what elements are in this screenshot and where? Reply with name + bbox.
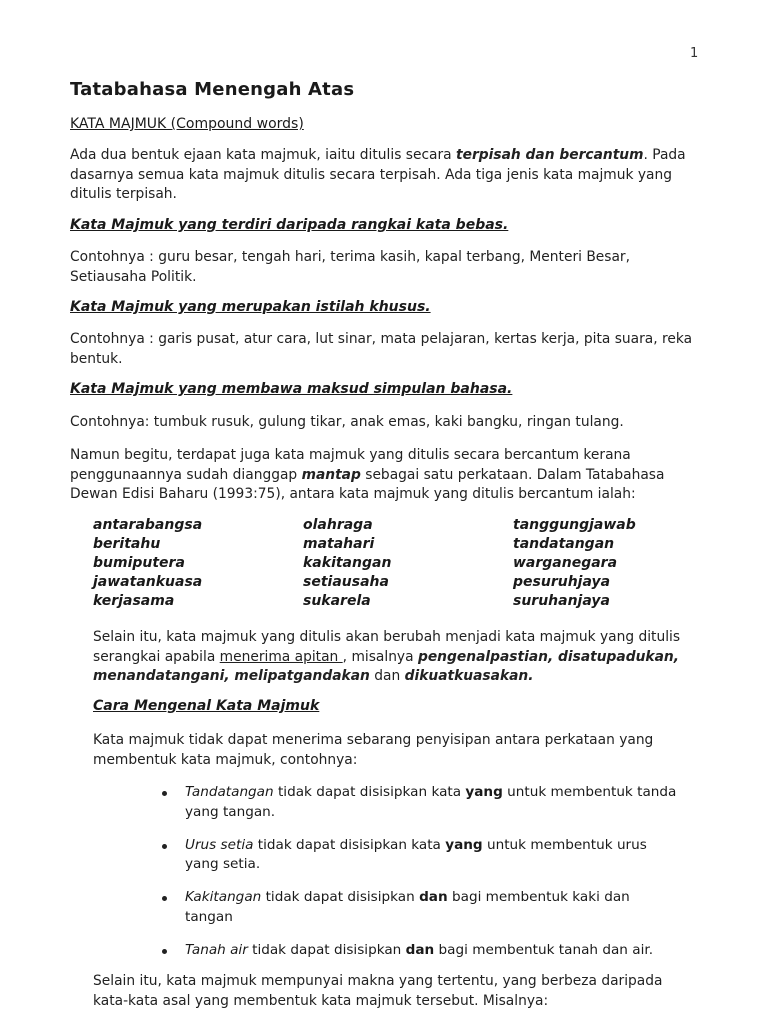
compound-word-grid xyxy=(93,516,673,611)
bullet-icon xyxy=(162,844,167,849)
type-heading-2: Kata Majmuk yang merupakan istilah khusus. xyxy=(70,299,431,315)
compound-word: tandatangan xyxy=(513,536,615,552)
bullet-item: Tandatangan tidak dapat disisipkan kata yang untuk membentuk tanda yang tangan. xyxy=(160,783,680,822)
type-example-3: Contohnya: tumbuk rusuk, gulung tikar, anak emas, kaki bangku, ringan tulang. xyxy=(70,414,624,430)
compound-word: matahari xyxy=(303,536,375,552)
bercantum-paragraph: Namun begitu, terdapat juga kata majmuk yang ditulis secara bercantum kerana penggunaannya sudah dianggap mantap sebagai satu perkataan. Dalam Tatabahasa Dewan Edisi Baharu (1993:75), antara kata majmuk yang ditulis bercantum ialah: xyxy=(70,447,665,502)
apitan-paragraph: Selain itu, kata majmuk yang ditulis akan berubah menjadi kata majmuk yang ditulis serangkai apabila menerima apitan , misalnya pengenalpastian, disatupadukan, menandatangani, melipatgandakan dan dikuatkuasakan. xyxy=(93,629,681,684)
bullet-item: Urus setia tidak dapat disisipkan kata yang untuk membentuk urus yang setia. xyxy=(160,836,680,875)
bullet-icon xyxy=(162,896,167,901)
type-example-1: Contohnya : guru besar, tengah hari, terima kasih, kapal terbang, Menteri Besar, Setiausaha Politik. xyxy=(70,249,630,285)
compound-word: sukarela xyxy=(303,593,371,609)
closing-paragraph: Selain itu, kata majmuk mempunyai makna yang tertentu, yang berbeza daripada kata-kata asal yang membentuk kata majmuk tersebut. Misalnya: xyxy=(93,973,663,1009)
compound-word: jawatankuasa xyxy=(93,574,203,590)
compound-word: warganegara xyxy=(513,555,618,571)
compound-word: tanggungjawab xyxy=(513,517,636,533)
compound-word: antarabangsa xyxy=(93,517,203,533)
type-heading-3: Kata Majmuk yang membawa maksud simpulan bahasa. xyxy=(70,381,513,397)
underlined-phrase: menerima apitan xyxy=(219,648,343,665)
compound-word: suruhanjaya xyxy=(513,593,610,609)
bullet-icon xyxy=(162,949,167,954)
compound-word: kerjasama xyxy=(93,593,175,609)
compound-word: pesuruhjaya xyxy=(513,574,611,590)
recognize-heading: Cara Mengenal Kata Majmuk xyxy=(93,698,320,714)
type-heading-1: Kata Majmuk yang terdiri daripada rangkai kata bebas. xyxy=(70,217,509,233)
section-heading: KATA MAJMUK (Compound words) xyxy=(70,116,304,132)
type-example-2: Contohnya : garis pusat, atur cara, lut sinar, mata pelajaran, kertas kerja, pita suara, reka bentuk. xyxy=(70,331,693,367)
page-number: 1 xyxy=(690,46,699,61)
recognize-intro: Kata majmuk tidak dapat menerima sebarang penyisipan antara perkataan yang membentuk kata majmuk, contohnya: xyxy=(93,732,654,768)
bullet-item: Kakitangan tidak dapat disisipkan dan bagi membentuk kaki dan tangan xyxy=(160,888,680,927)
compound-word: bumiputera xyxy=(93,555,185,571)
compound-word: beritahu xyxy=(93,536,161,552)
intro-paragraph: Ada dua bentuk ejaan kata majmuk, iaitu ditulis secara terpisah dan bercantum. Pada dasarnya semua kata majmuk ditulis secara terpisah. Ada tiga jenis kata majmuk yang ditulis terpisah. xyxy=(70,147,686,202)
compound-word: olahraga xyxy=(303,517,373,533)
compound-word: kakitangan xyxy=(303,555,392,571)
document-title: Tatabahasa Menengah Atas xyxy=(70,79,355,100)
bullet-icon xyxy=(162,791,167,796)
bullet-list xyxy=(160,783,680,974)
compound-word: setiausaha xyxy=(303,574,389,590)
bullet-item: Tanah air tidak dapat disisipkan dan bagi membentuk tanah dan air. xyxy=(160,941,680,961)
